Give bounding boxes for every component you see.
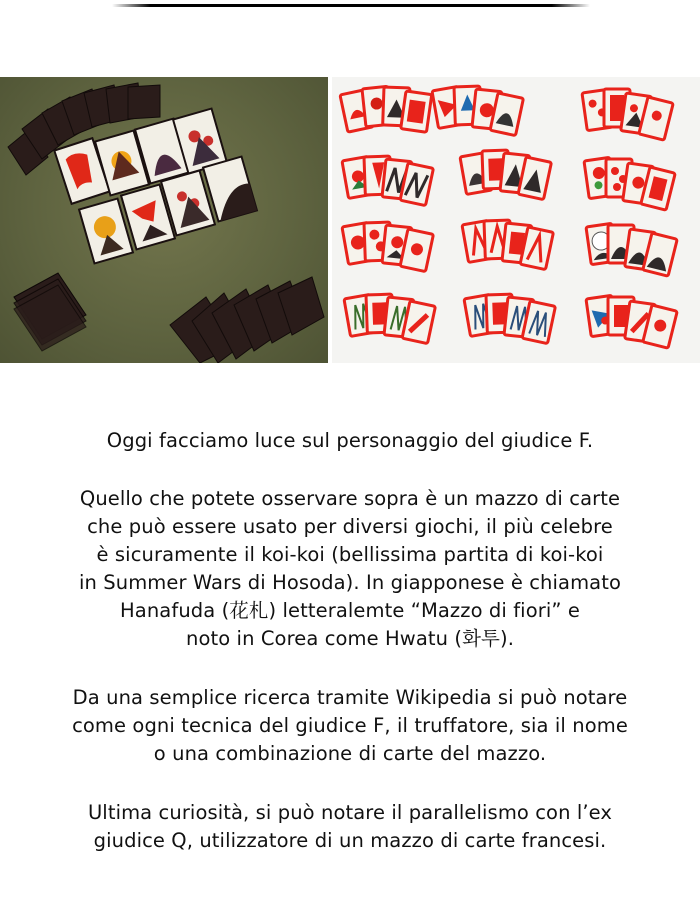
- paragraph-line: in Summer Wars di Hosoda). In giapponese è chiamato: [79, 571, 621, 594]
- paragraph-line: o una combinazione di carte del mazzo.: [153, 742, 547, 765]
- paragraph-line: Da una semplice ricerca tramite Wikipedia si può notare: [72, 686, 628, 709]
- hanafuda-description-paragraph: [0, 485, 700, 653]
- intro-paragraph: [0, 427, 700, 455]
- hanafuda-grid-photo: [332, 77, 700, 363]
- paragraph-line: noto in Corea come Hwatu (화투).: [185, 627, 514, 650]
- hanafuda-felt-photo: [0, 77, 328, 363]
- hanafuda-cards-grid-photo-icon: [332, 77, 700, 363]
- hanafuda-cards-on-felt-photo-icon: [0, 77, 328, 363]
- wikipedia-paragraph: [0, 684, 700, 768]
- paragraph-line: Hanafuda (花札) letteralemte “Mazzo di fiori” e: [120, 599, 580, 622]
- paragraph-line: come ogni tecnica del giudice F, il truffatore, sia il nome: [72, 714, 628, 737]
- curiosity-paragraph: [0, 799, 700, 855]
- paragraph-line: giudice Q, utilizzatore di un mazzo di carte francesi.: [93, 829, 607, 852]
- paragraph-line: che può essere usato per diversi giochi, il più celebre: [87, 515, 613, 538]
- paragraph-line: Quello che potete osservare sopra è un mazzo di carte: [79, 487, 621, 510]
- paragraph-line: è sicuramente il koi-koi (bellissima partita di koi-koi: [96, 543, 604, 566]
- paragraph-line: Oggi facciamo luce sul personaggio del giudice F.: [106, 429, 594, 452]
- paragraph-line: Ultima curiosità, si può notare il parallelismo con l’ex: [87, 801, 613, 824]
- top-divider: [112, 4, 590, 7]
